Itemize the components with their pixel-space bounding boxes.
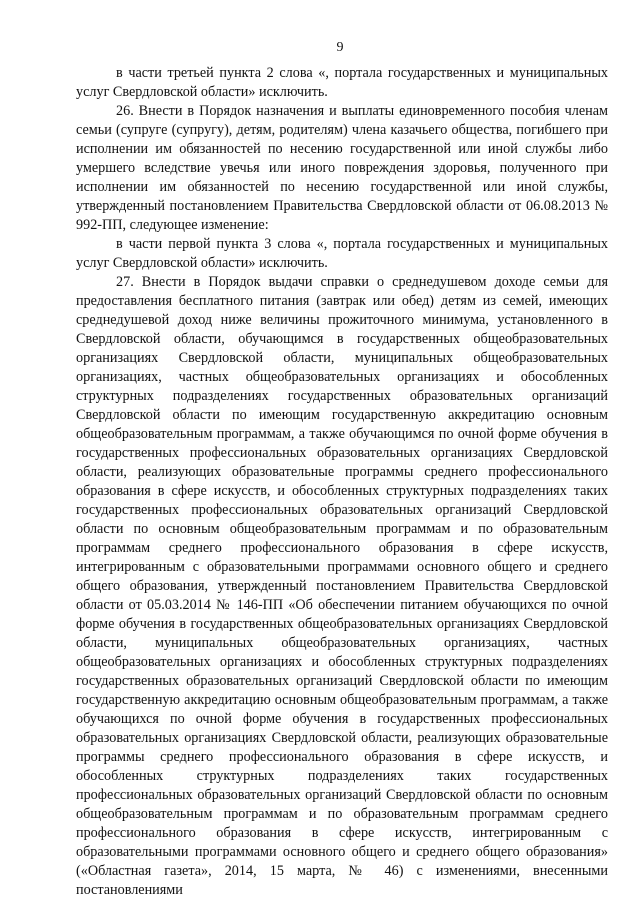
paragraph-1: в части третьей пункта 2 слова «, портала государственных и муниципальных услуг Свердловской области» исключить. — [76, 65, 608, 100]
page-number — [0, 40, 640, 56]
document-body — [76, 64, 608, 900]
paragraph-3: в части первой пункта 3 слова «, портала государственных и муниципальных услуг Свердловской области» исключить. — [76, 236, 608, 271]
paragraph-2: 26. Внести в Порядок назначения и выплаты единовременного пособия членам семьи (супруге (супругу), детям, родителям) члена казачьего общества, погибшего при исполнении им обязанностей по несению государственной или иной службы либо умершего вследствие увечья или иного повреждения здоровья, полученного при исполнении им обязанностей по несению государственной или иной службы, утвержденный постановлением Правительства Свердловской области от 06.08.2013 № 992-ПП, следующее изменение: — [76, 103, 608, 233]
page-number-text: 9 — [336, 40, 344, 55]
paragraph-4: 27. Внести в Порядок выдачи справки о среднедушевом доходе семьи для предоставления бесплатного питания (завтрак или обед) детям из семей, имеющих среднедушевой доход ниже величины прожиточного минимума, установленного в Свердловской области, обучающимся в государственных общеобразовательных организациях Свердловской области, муниципальных общеобразовательных организациях, частных общеобразовательных организациях и обособленных структурных подразделениях государственных образовательных организаций Свердловской области по имеющим государственную аккредитацию основным общеобразовательным программам, а также обучающимся по очной форме обучения в государственных профессиональных образовательных организациях Свердловской области, реализующих образовательные программы среднего профессионального образования в сфере искусств, и обособленных структурных подразделениях таких государственных профессиональных образовательных организаций Свердловской области по основным общеобразовательным программам и по образовательным программам среднего профессионального образования в сфере искусств, интегрированным с образовательными программами основного общего и среднего общего образования, утвержденный постановлением Правительства Свердловской области от 05.03.2014 № 146-ПП «Об обеспечении питанием обучающихся по очной форме обучения в государственных общеобразовательных организациях Свердловской области, муниципальных общеобразовательных организациях, частных общеобразовательных организациях и обособленных структурных подразделениях государственных образовательных организаций Свердловской области по имеющим государственную аккредитацию основным общеобразовательным программам, а также обучающихся по очной форме обучения в государственных профессиональных образовательных организациях Свердловской области, реализующих образовательные программы среднего профессионального образования в сфере искусств, и обособленных структурных подразделениях таких государственных профессиональных образовательных организаций Свердловской области по основным общеобразовательным программам и по образовательным программам среднего профессионального образования в сфере искусств, интегрированным с образовательными программами основного общего и среднего общего образования» («Областная газета», 2014, 15 марта, № 46) с изменениями, внесенными постановлениями — [76, 274, 608, 898]
